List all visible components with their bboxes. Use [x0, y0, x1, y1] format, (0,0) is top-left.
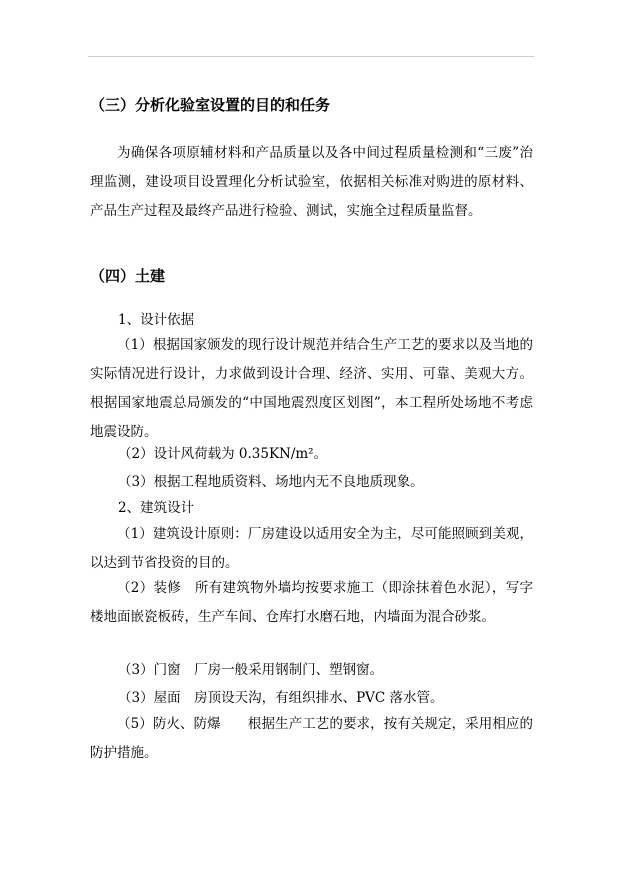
design-basis-item-3: （3）根据工程地质资料、场地内无不良地质现象。 — [118, 474, 424, 490]
architecture-title: 2、建筑设计 — [118, 500, 195, 516]
section-3-heading: （三）分析化验室设置的目的和任务 — [90, 96, 331, 114]
architecture-item-3: （3）门窗 厂房一般采用钢制门、塑钢窗。 — [118, 662, 384, 678]
architecture-item-5: （5）防火、防爆 根据生产工艺的要求，按有关规定，采用相应的防护措施。 — [90, 716, 533, 761]
design-basis-title: 1、设计依据 — [118, 312, 195, 328]
design-basis-item-1: （1）根据国家颁发的现行设计规范并结合生产工艺的要求以及当地的实际情况进行设计，力求做到设计合理、经济、实用、可靠、美观大方。根据国家地震总局颁发的“中国地震烈度区划图”，本工程所处场地不考虑地震设防。 — [90, 337, 533, 440]
architecture-item-1: （1）建筑设计原则：厂房建设以适用安全为主，尽可能照顾到美观，以达到节省投资的目的。 — [90, 526, 533, 571]
section-3-paragraph: 为确保各项原辅材料和产品质量以及各中间过程质量检测和“三废”治理监测，建设项目设置理化分析试验室，依据相关标准对购进的原材料、产品生产过程及最终产品进行检验、测试，实施全过程质量监督。 — [90, 145, 533, 219]
header-rule — [88, 56, 534, 57]
section-4-heading: （四）土建 — [90, 267, 166, 285]
architecture-item-2: （2）装修 所有建筑物外墙均按要求施工（即涂抹着色水泥），写字楼地面嵌瓷板砖，生产车间、仓库打水磨石地，内墙面为混合砂浆。 — [90, 580, 533, 625]
design-basis-item-2: （2）设计风荷载为 0.35KN/m²。 — [118, 446, 328, 462]
architecture-item-4: （3）屋面 房顶设天沟，有组织排水、PVC 落水管。 — [118, 690, 444, 706]
